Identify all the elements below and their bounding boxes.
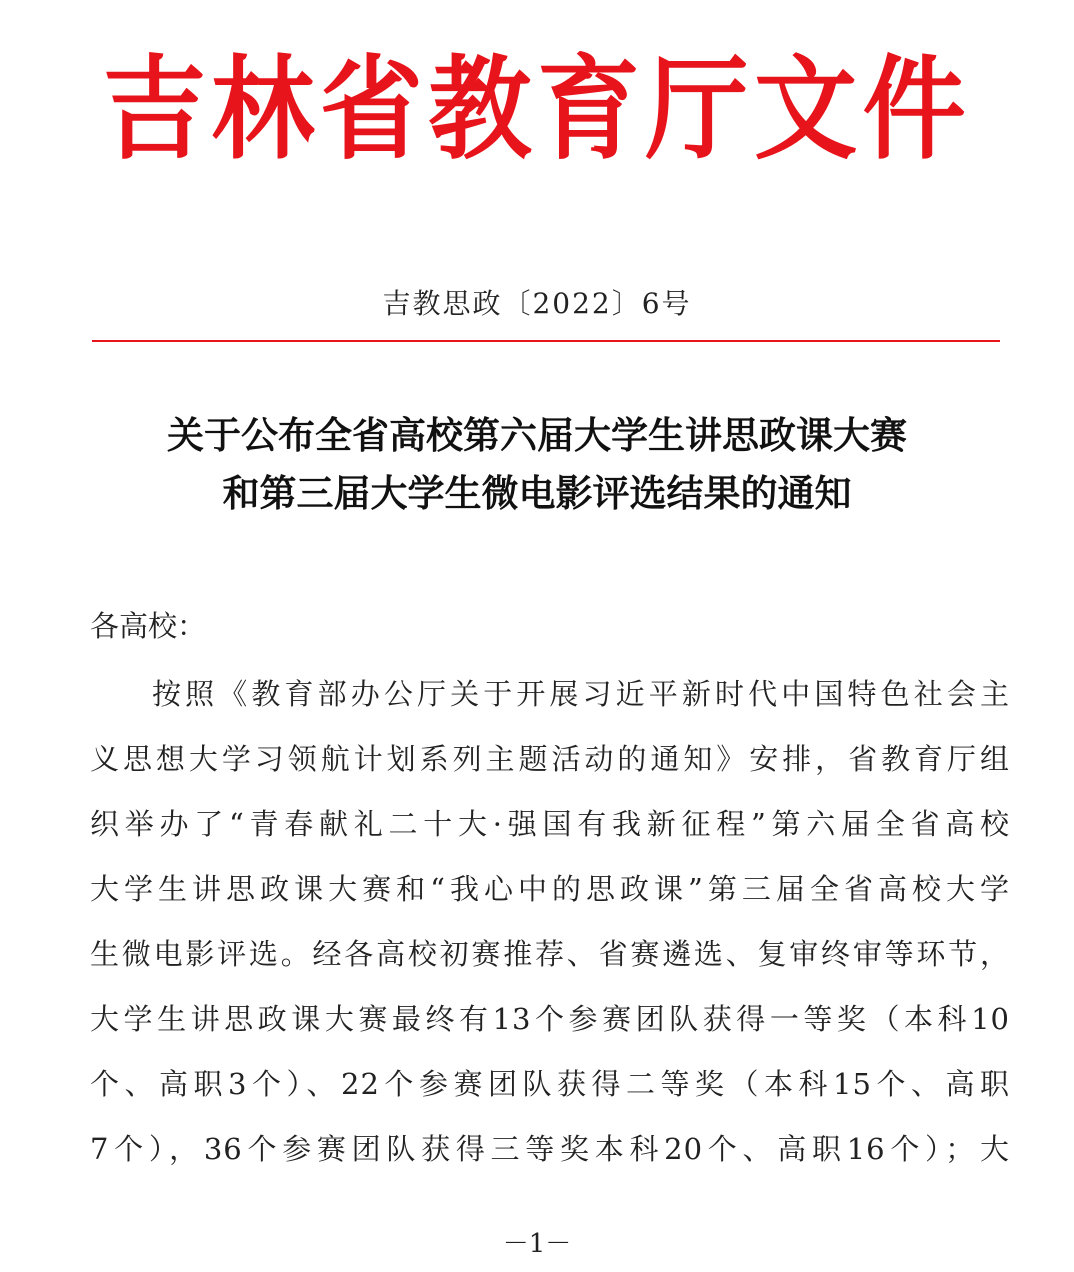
- body-line: 义思想大学习领航计划系列主题活动的通知》安排，省教育厅组: [90, 742, 1010, 776]
- body-line: 7个），36个参赛团队获得三等奖本科20个、高职16个）；大: [90, 1132, 1010, 1166]
- body-line: 按照《教育部办公厅关于开展习近平新时代中国特色社会主: [152, 677, 1010, 711]
- body-line: 生微电影评选。经各高校初赛推荐、省赛遴选、复审终审等环节，: [90, 937, 1010, 971]
- notice-title-line: 和第三届大学生微电影评选结果的通知: [222, 471, 852, 515]
- body-text: [90, 664, 1010, 1184]
- body-line: 个、高职3个）、22个参赛团队获得二等奖（本科15个、高职: [90, 1067, 1010, 1101]
- notice-title: [60, 406, 1014, 522]
- body-line: 大学生讲思政课大赛和“我心中的思政课”第三届全省高校大学: [90, 872, 1010, 906]
- red-divider-line: [92, 340, 1000, 342]
- document-header-title: 吉林省教育厅文件: [102, 44, 972, 175]
- notice-title-line: 关于公布全省高校第六届大学生讲思政课大赛: [167, 413, 907, 457]
- salutation: 各高校：: [90, 609, 207, 643]
- document-number: 吉教思政〔2022〕6号: [382, 287, 692, 320]
- body-line: 织举办了“青春献礼二十大·强国有我新征程”第六届全省高校: [90, 807, 1010, 841]
- page-number: －1－: [502, 1229, 572, 1259]
- body-line: 大学生讲思政课大赛最终有13个参赛团队获得一等奖（本科10: [90, 1002, 1010, 1036]
